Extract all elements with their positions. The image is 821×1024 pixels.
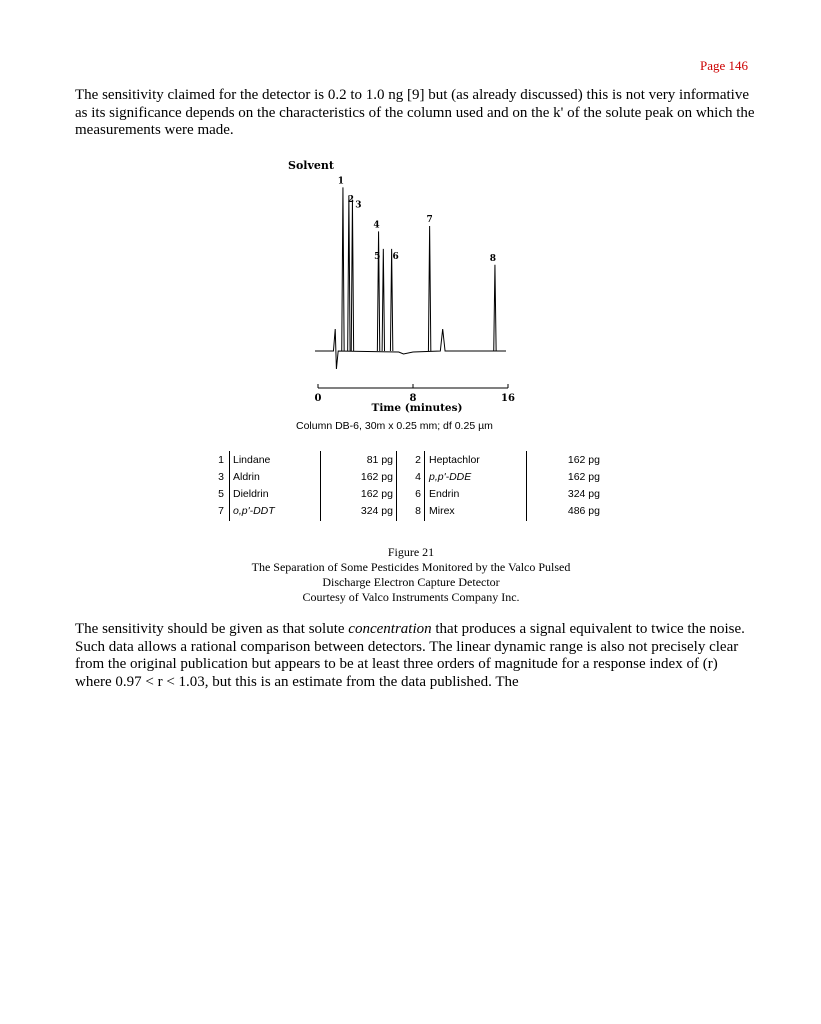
legend-amount: 324 pg [360,505,393,517]
caption-title-line-2: Discharge Electron Capture Detector [322,575,500,589]
peak-label-1: 1 [337,176,345,187]
caption-title-line-1: The Separation of Some Pesticides Monitored by the Valco Pulsed [251,560,571,574]
chart-title: Solvent [288,159,334,172]
legend-compound: p,p'-DDE [429,471,472,483]
legend-number: 5 [218,488,224,500]
paragraph-1: The sensitivity claimed for the detector is 0.2 to 1.0 ng [9] but (as already discussed) this is not very informative as its significance depends on the characteristics of the column used and on the k' of the solute peak on which the measurements were made. [75,87,755,138]
legend-number: 6 [415,488,421,500]
legend-amount: 162 pg [567,471,600,483]
legend-row [210,485,610,503]
chromatogram-svg [280,155,540,445]
peak-label-7: 7 [426,215,433,226]
peak-6 [390,249,392,351]
x-tick-label: 0 [314,393,322,404]
legend-compound: Lindane [233,454,271,466]
chromatogram-trace [315,187,506,369]
legend-compound: Heptachlor [429,454,480,466]
peak-labels [338,176,496,263]
legend-amount: 81 pg [366,454,393,466]
legend-number: 1 [218,454,224,466]
legend-number: 2 [415,454,421,466]
legend-amount: 324 pg [567,488,600,500]
legend-amount: 162 pg [360,471,393,483]
legend-compound: o,p'-DDT [233,505,275,517]
figure-caption [200,545,622,605]
paragraph-2 [75,621,755,691]
legend-compound: Aldrin [233,471,260,483]
peak-label-6: 6 [392,251,399,262]
caption-credit: Courtesy of Valco Instruments Company Inc. [302,590,520,604]
legend-amount: 486 pg [567,505,600,517]
legend-compound: Dieldrin [233,488,269,500]
paragraph-2-text: The sensitivity should be given as that solute [75,621,349,637]
peak-label-2: 2 [347,195,355,206]
compound-legend [210,451,610,523]
x-ticks [315,384,515,404]
legend-amount: 162 pg [567,454,600,466]
caption-figure-number: Figure 21 [387,545,435,559]
page-number: Page 146 [699,58,748,73]
x-tick-label: 16 [501,393,515,404]
legend-row [210,502,610,520]
legend-number: 4 [415,471,421,483]
peak-label-3: 3 [355,200,362,211]
legend-row [210,451,610,469]
peak-4 [377,231,379,351]
peak-label-8: 8 [489,253,497,264]
legend-compound: Mirex [429,505,455,517]
legend-amount: 162 pg [360,488,393,500]
peak-3 [351,200,353,351]
column-spec: Column DB-6, 30m x 0.25 mm; df 0.25 µm [296,420,493,432]
chromatogram [280,155,540,445]
peak-label-4: 4 [373,220,380,231]
x-tick-label: 8 [409,393,417,404]
peak-1 [342,187,344,351]
peak-8 [494,265,496,351]
x-axis-label: Time (minutes) [371,402,463,414]
legend-number: 8 [415,505,421,517]
legend-compound: Endrin [429,488,460,500]
paragraph-2-emphasis: concentration [348,621,432,637]
peak-5 [382,249,384,351]
legend-row [210,468,610,486]
peak-7 [428,226,430,351]
paragraph-2-text-cont: that produces a signal equivalent to twice the noise. Such data allows a rational comparison between detectors. The linear dynamic range is also not precisely clear from the original publication but appears to be at least three orders of magnitude for a response index of (r) where 0.97 < r < 1.03, but this is an estimate from the data published. The [75,621,745,690]
peak-label-5: 5 [374,251,381,262]
legend-number: 7 [218,505,224,517]
legend-number: 3 [218,471,224,483]
peak-2 [348,196,350,351]
